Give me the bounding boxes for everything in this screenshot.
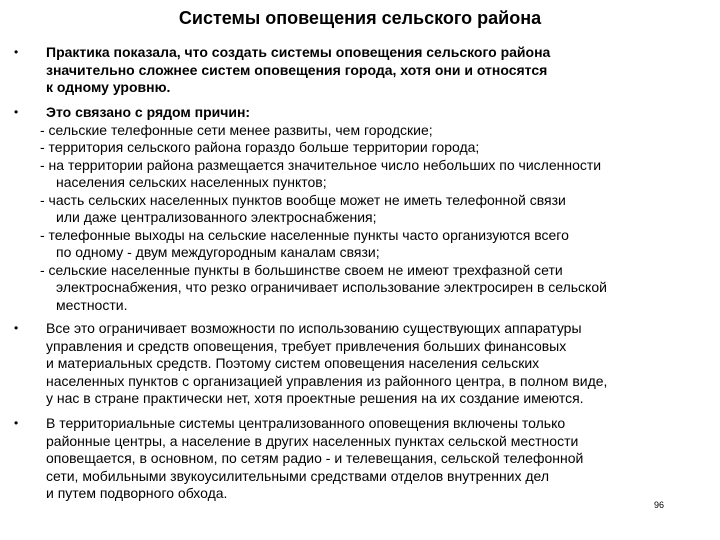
reason-line: - телефонные выходы на сельские населенные пункты часто организуются всего (40, 226, 569, 243)
paragraph-territorial (46, 415, 708, 503)
paragraph-reasons (40, 104, 708, 314)
paragraph-limitations (46, 320, 708, 408)
reason-line: - на территории района размещается значительное число небольших по численности (40, 156, 602, 173)
text-line: оповещается, в основном, по сетям радио - и телевещания, сельской телефонной (46, 450, 584, 466)
reason-line: - часть сельских населенных пунктов вообще может не иметь телефонной связи (40, 191, 566, 208)
reason-line: населения сельских населенных пунктов; (56, 174, 327, 190)
text-line: к одному уровню. (46, 79, 171, 95)
text-line: районные центры, а население в других населенных пунктах сельской местности (46, 432, 579, 449)
paragraph-practice (46, 44, 708, 97)
reason-line: - территория сельского района гораздо больше территории города; (40, 139, 480, 155)
bullet-marker: • (14, 321, 19, 335)
bullet-marker: • (14, 45, 19, 59)
reason-line: по одному - двум междугородным каналам связи; (56, 244, 380, 260)
reasons-heading: Это связано с рядом причин: (46, 104, 251, 120)
text-line: Все это ограничивает возможности по использованию существующих аппаратуры (46, 320, 582, 336)
text-line: и путем подворного обхода. (46, 485, 228, 501)
text-line: Практика показала, что создать системы оповещения сельского района (46, 44, 551, 60)
text-line: В территориальные системы централизованного оповещения включены только (46, 415, 566, 431)
text-line: у нас в стране практически нет, хотя проектные решения на их создание имеются. (46, 390, 584, 406)
bullet-marker: • (14, 105, 19, 119)
text-line: и материальных средств. Поэтому систем оповещения населения сельских (46, 355, 540, 371)
page-number: 96 (653, 500, 664, 510)
page-title: Системы оповещения сельского района (178, 8, 542, 28)
text-line: значительно сложнее систем оповещения города, хотя они и относятся (46, 61, 548, 78)
reason-line: местности. (56, 296, 128, 313)
text-line: управления и средств оповещения, требует привлечения больших финансовых (46, 337, 567, 354)
reason-line: электроснабжения, что резко ограничивает использование электросирен в сельской (56, 279, 607, 295)
text-line: сети, мобильными звукоусилительными средствами отделов внутренних дел (46, 467, 550, 484)
reason-line: - сельские населенные пункты в большинстве своем не имеют трехфазной сети (40, 261, 563, 278)
reason-line: или даже централизованного электроснабжения; (56, 209, 377, 225)
bullet-marker: • (14, 416, 19, 430)
reason-line: - сельские телефонные сети менее развиты, чем городские; (40, 121, 433, 138)
text-line: населенных пунктов с организацией управления из районного центра, в полном виде, (46, 372, 608, 389)
